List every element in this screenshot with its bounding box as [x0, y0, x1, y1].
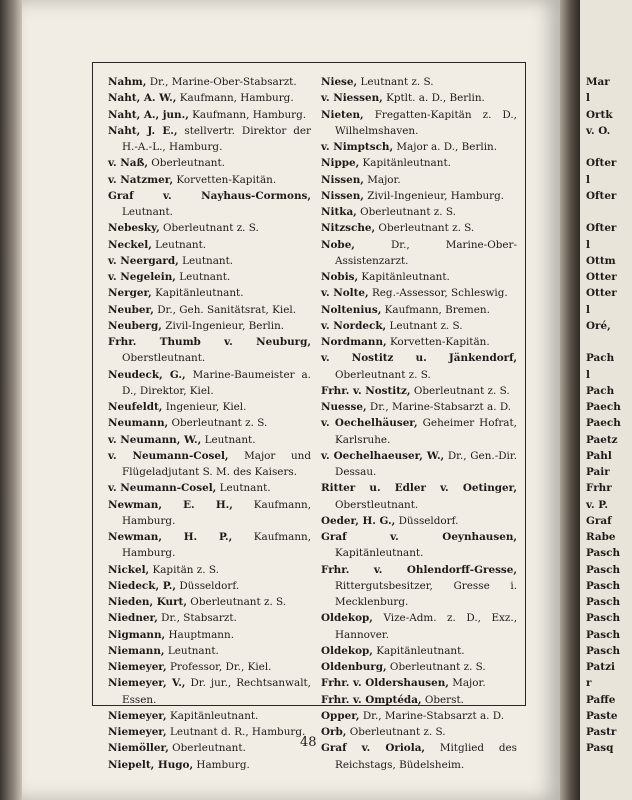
- entry-detail: Oberleutnant.: [151, 157, 225, 170]
- entry-name: Niemeyer,: [108, 661, 167, 673]
- directory-entry: [108, 627, 311, 643]
- next-page-fragment: Otter: [586, 271, 617, 283]
- entry-detail: Oberleutnant z. S.: [360, 206, 456, 218]
- entry-name: v. Naß,: [108, 157, 148, 170]
- next-page-fragment: l: [586, 303, 590, 316]
- directory-entry: [108, 285, 311, 301]
- entry-name: v. Neumann, W.,: [108, 433, 202, 446]
- entry-name: Neudeck, G.,: [108, 368, 186, 381]
- entry-name: v. Negelein,: [108, 271, 176, 283]
- entry-detail: Kaufmann, Hamburg.: [179, 92, 294, 105]
- entry-name: Neufeldt,: [108, 401, 163, 413]
- directory-entry: [108, 302, 311, 318]
- entry-detail: Kaufmann, Hamburg.: [192, 108, 307, 121]
- directory-entry: [321, 562, 517, 611]
- directory-entry: [321, 220, 517, 236]
- next-page-fragment: Paffe: [586, 693, 616, 706]
- next-page-fragment: [586, 139, 621, 155]
- directory-entry: [321, 610, 517, 643]
- entry-name: Naht, A., jun.,: [108, 108, 189, 121]
- next-page-fragment: Pach: [586, 352, 615, 365]
- entry-name: Oeder, H. G.,: [321, 514, 396, 527]
- next-page-fragment: Paech: [586, 417, 621, 430]
- directory-entry: [321, 383, 517, 399]
- entry-name: Nuesse,: [321, 401, 367, 413]
- next-page-fragment: Pasch: [586, 596, 620, 608]
- entry-detail: Oberleutnant z. S.: [335, 368, 431, 381]
- next-page-fragment: Ottm: [586, 254, 616, 267]
- entry-name: Niemeyer, V.,: [108, 677, 186, 690]
- directory-entry: [108, 578, 311, 594]
- next-page-fragment: Pasch: [586, 579, 620, 592]
- right-column: [321, 74, 517, 773]
- directory-entry: [321, 399, 517, 415]
- next-page-fragment: l: [586, 368, 590, 381]
- next-page-fragment: Patzi: [586, 661, 615, 673]
- entry-detail: Kptlt. a. D., Berlin.: [386, 92, 485, 105]
- entry-name: Oldekop,: [321, 612, 373, 625]
- directory-entry: [321, 350, 517, 383]
- entry-name: Nippe,: [321, 157, 360, 170]
- next-page-fragment: Ofter: [586, 189, 617, 202]
- entry-detail: Kapitänleutnant.: [376, 644, 465, 657]
- next-page-fragment: [586, 204, 621, 220]
- entry-name: Newman, E. H.,: [108, 498, 233, 511]
- entry-name: Opper,: [321, 709, 360, 722]
- entry-detail: Leutnant.: [182, 254, 234, 267]
- entry-detail: Major.: [367, 173, 401, 186]
- entry-name: Niepelt, Hugo,: [108, 758, 194, 771]
- next-page-fragment: Ofter: [586, 157, 617, 170]
- entry-detail: Dr., Geh. Sanitätsrat, Kiel.: [157, 303, 297, 316]
- entry-name: Naht, A. W.,: [108, 92, 177, 105]
- entry-detail: Kapitänleutnant.: [335, 547, 424, 560]
- directory-entry: [321, 318, 517, 334]
- entry-name: Nissen,: [321, 189, 364, 202]
- entry-name: v. Nimptsch,: [321, 141, 394, 153]
- entry-detail: Dr., Gen.-Dir. Dessau.: [335, 449, 517, 478]
- entry-name: v. Nordeck,: [321, 319, 387, 332]
- directory-entry: [108, 659, 311, 675]
- entry-name: Nordmann,: [321, 336, 387, 348]
- directory-entry: [108, 724, 311, 740]
- entry-detail: Kapitänleutnant.: [361, 271, 450, 283]
- entry-name: Frhr. v. Oldershausen,: [321, 677, 449, 690]
- entry-name: v. Oechelhäuser,: [321, 417, 418, 430]
- entry-detail: Kapitänleutnant.: [362, 157, 451, 170]
- entry-name: v. Neumann-Cosel,: [108, 449, 229, 462]
- directory-entry: [108, 90, 311, 106]
- entry-detail: Leutnant.: [204, 433, 256, 446]
- entry-detail: Vize-Adm. z. D., Exz., Hannover.: [335, 612, 517, 641]
- entry-detail: Düsseldorf.: [398, 514, 459, 527]
- directory-entry: [108, 740, 311, 756]
- book-gutter: [560, 0, 580, 800]
- entry-name: v. Oechelhaeuser, W.,: [321, 449, 445, 462]
- entry-name: v. Nolte,: [321, 287, 369, 300]
- entry-name: v. Neergard,: [108, 254, 179, 267]
- entry-detail: Major und Flügeladjutant S. M. des Kaisers.: [122, 449, 311, 478]
- entry-name: v. Nostitz u. Jänkendorf,: [321, 352, 517, 365]
- entry-name: Niemann,: [108, 644, 165, 657]
- directory-entry: [321, 675, 517, 691]
- entry-name: Orb,: [321, 726, 347, 738]
- directory-entry: [108, 675, 311, 708]
- entry-detail: Oberleutnant z. S.: [190, 596, 287, 608]
- entry-name: Nitka,: [321, 206, 357, 218]
- entry-detail: Korvetten-Kapitän.: [389, 336, 490, 348]
- entry-name: Neumann,: [108, 417, 169, 430]
- entry-name: Frhr. v. Omptéda,: [321, 693, 422, 706]
- entry-name: Newman, H. P.,: [108, 531, 233, 543]
- entry-detail: Kaufmann, Hamburg.: [122, 531, 312, 560]
- directory-entry: [108, 643, 311, 659]
- directory-entry: [321, 302, 517, 318]
- entry-detail: Oberleutnant.: [172, 742, 246, 755]
- entry-detail: Oberleutnant z. S.: [163, 222, 259, 235]
- entry-name: Graf v. Oriola,: [321, 742, 426, 755]
- next-page-fragments: [586, 74, 621, 757]
- next-page-fragment: Paech: [586, 401, 621, 413]
- entry-detail: Düsseldorf.: [179, 579, 240, 592]
- next-page-fragment: r: [586, 677, 592, 690]
- entry-name: Niedeck, P.,: [108, 579, 177, 592]
- left-column: [108, 74, 311, 773]
- entry-detail: Fregatten-Kapitän z. D., Wilhelmshaven.: [335, 108, 517, 137]
- directory-entry: [108, 480, 311, 496]
- entry-name: Nobis,: [321, 271, 359, 283]
- entry-detail: Kapitän z. S.: [152, 563, 219, 576]
- entry-detail: Oberleutnant z. S.: [389, 661, 486, 673]
- entry-name: Frhr. v. Ohlendorff-Gresse,: [321, 563, 517, 576]
- directory-entry: [108, 318, 311, 334]
- next-page-fragment: Pasch: [586, 644, 620, 657]
- directory-entry: [108, 188, 311, 221]
- entry-detail: Dr., Marine-Ober-Stabsarzt.: [149, 76, 297, 88]
- directory-entry: [108, 448, 311, 481]
- entry-name: Ritter u. Edler v. Oetinger,: [321, 482, 517, 495]
- next-page-fragment: l: [586, 92, 590, 105]
- directory-entry: [321, 155, 517, 171]
- directory-entry: [108, 155, 311, 171]
- next-page-fragment: Pach: [586, 384, 615, 397]
- entry-name: Nebesky,: [108, 222, 160, 235]
- directory-entry: [321, 107, 517, 140]
- entry-name: Niese,: [321, 76, 358, 88]
- directory-entry: [108, 220, 311, 236]
- entry-name: Nieden, Kurt,: [108, 596, 187, 608]
- entry-detail: Hamburg.: [196, 758, 250, 771]
- directory-entry: [108, 757, 311, 773]
- directory-entry: [321, 90, 517, 106]
- directory-entry: [108, 562, 311, 578]
- entry-detail: Dr. jur., Rechtsanwalt, Essen.: [122, 677, 311, 706]
- entry-detail: Zivil-Ingenieur, Hamburg.: [367, 189, 505, 202]
- entry-detail: Kapitänleutnant.: [169, 709, 259, 722]
- directory-entry: [321, 269, 517, 285]
- directory-entry: [321, 724, 517, 740]
- entry-detail: Korvetten-Kapitän.: [176, 173, 277, 186]
- entry-name: Niemeyer,: [108, 726, 167, 738]
- entry-detail: Reg.-Assessor, Schleswig.: [371, 287, 508, 300]
- entry-name: Nigmann,: [108, 628, 166, 641]
- directory-entry: [321, 529, 517, 562]
- directory-entry: [321, 188, 517, 204]
- entry-detail: Professor, Dr., Kiel.: [169, 661, 272, 673]
- entry-detail: Leutnant z. S.: [360, 76, 434, 88]
- next-page-fragment: Oré,: [586, 319, 611, 332]
- entry-name: Niemeyer,: [108, 709, 167, 722]
- directory-entry: [108, 172, 311, 188]
- directory-entry: [321, 659, 517, 675]
- entry-name: Graf v. Oeynhausen,: [321, 531, 517, 543]
- entry-name: Oldenburg,: [321, 661, 387, 673]
- next-page-fragment: Rabe: [586, 531, 616, 543]
- directory-entry: [321, 448, 517, 481]
- entry-detail: Kaufmann, Hamburg.: [122, 498, 312, 527]
- entry-detail: Rittergutsbesitzer, Gresse i. Mecklenburg.: [335, 579, 517, 608]
- entry-detail: Leutnant z. S.: [389, 319, 463, 332]
- entry-detail: Leutnant.: [219, 482, 271, 495]
- next-page-fragment: l: [586, 238, 590, 251]
- directory-entry: [321, 204, 517, 220]
- entry-detail: Major a. D., Berlin.: [396, 141, 498, 153]
- entry-detail: Kaufmann, Bremen.: [384, 303, 490, 316]
- directory-entry: [321, 740, 517, 773]
- entry-detail: Dr., Marine-Stabsarzt a. D.: [362, 709, 505, 722]
- next-page-fragment: Paste: [586, 709, 618, 722]
- directory-entry: [108, 708, 311, 724]
- entry-detail: Leutnant.: [167, 644, 219, 657]
- entry-name: Frhr. v. Nostitz,: [321, 384, 411, 397]
- entry-name: Neckel,: [108, 238, 152, 251]
- entry-name: Graf v. Nayhaus-Cormons,: [108, 189, 311, 202]
- directory-entry: [108, 399, 311, 415]
- directory-entry: [108, 432, 311, 448]
- directory-entry: [321, 643, 517, 659]
- entry-name: Niedner,: [108, 612, 158, 625]
- directory-entry: [108, 334, 311, 367]
- entry-detail: stellvertr. Direktor der H.-A.-L., Hamburg.: [122, 124, 311, 153]
- directory-entry: [321, 480, 517, 513]
- entry-detail: Ingenieur, Kiel.: [165, 401, 247, 413]
- next-page-fragment: Frhr: [586, 482, 612, 495]
- next-page-fragment: Pair: [586, 466, 610, 478]
- entry-detail: Oberleutnant z. S.: [171, 417, 268, 430]
- directory-entry: [321, 139, 517, 155]
- next-page-fragment: Pasch: [586, 563, 620, 576]
- next-page-fragment: Pastr: [586, 726, 617, 738]
- directory-entry: [108, 415, 311, 431]
- entry-name: Nissen,: [321, 173, 364, 186]
- entry-name: Nobe,: [321, 238, 355, 251]
- directory-entry: [108, 269, 311, 285]
- next-page-fragment: Ofter: [586, 222, 617, 235]
- next-page-fragment: [586, 334, 621, 350]
- entry-detail: Geheimer Hofrat, Karlsruhe.: [335, 417, 517, 446]
- directory-entry: [321, 415, 517, 448]
- entry-name: Nieten,: [321, 108, 364, 121]
- entry-detail: Marine-Baumeister a. D., Direktor, Kiel.: [122, 368, 311, 397]
- next-page-fragment: Mar: [586, 76, 610, 88]
- next-page-fragment: Otter: [586, 287, 617, 300]
- entry-name: Neuberg,: [108, 319, 162, 332]
- directory-entry: [108, 367, 311, 400]
- entry-detail: Dr., Stabsarzt.: [161, 612, 237, 625]
- entry-detail: Dr., Marine-Ober-Assistenzarzt.: [335, 238, 517, 267]
- entry-detail: Mitglied des Reichstags, Büdelsheim.: [335, 742, 517, 771]
- directory-entry: [321, 513, 517, 529]
- entry-detail: Hauptmann.: [168, 628, 234, 641]
- entry-name: Nahm,: [108, 76, 147, 88]
- entry-name: v. Neumann-Cosel,: [108, 482, 217, 495]
- entry-detail: Oberleutnant z. S.: [413, 384, 510, 397]
- entry-detail: Oberst.: [424, 693, 464, 706]
- entry-detail: Dr., Marine-Stabsarzt a. D.: [369, 401, 512, 413]
- entry-name: Nitzsche,: [321, 222, 376, 235]
- directory-entry: [321, 692, 517, 708]
- directory-entry: [108, 123, 311, 156]
- entry-detail: Kapitänleutnant.: [155, 287, 244, 300]
- next-page-edge: [580, 0, 632, 800]
- directory-entry: [321, 334, 517, 350]
- directory-entry: [108, 237, 311, 253]
- next-page-fragment: Graf: [586, 514, 612, 527]
- next-page-fragment: Pasq: [586, 742, 614, 755]
- entry-name: Niemöller,: [108, 742, 169, 755]
- next-page-fragment: v. P.: [586, 498, 608, 511]
- entry-detail: Leutnant.: [155, 238, 207, 251]
- next-page-fragment: l: [586, 173, 590, 186]
- entry-name: Noltenius,: [321, 303, 382, 316]
- entry-name: Nerger,: [108, 287, 152, 300]
- entry-detail: Major.: [452, 677, 486, 690]
- entry-detail: Oberstleutnant.: [122, 352, 206, 365]
- entry-detail: Leutnant.: [179, 271, 231, 283]
- next-page-fragment: Pasch: [586, 628, 620, 641]
- entry-name: Nickel,: [108, 563, 150, 576]
- entry-name: Frhr. Thumb v. Neuburg,: [108, 336, 311, 348]
- entry-name: Naht, J. E.,: [108, 124, 178, 137]
- entry-name: v. Niessen,: [321, 92, 383, 105]
- directory-entry: [108, 74, 311, 90]
- next-page-fragment: Pahl: [586, 449, 612, 462]
- directory-entry: [321, 285, 517, 301]
- next-page-fragment: Pasch: [586, 547, 620, 560]
- book-left-edge: [0, 0, 22, 800]
- directory-entry: [108, 594, 311, 610]
- next-page-fragment: v. O.: [586, 124, 611, 137]
- entry-detail: Zivil-Ingenieur, Berlin.: [165, 319, 285, 332]
- entry-name: Oldekop,: [321, 644, 373, 657]
- directory-entry: [321, 708, 517, 724]
- next-page-fragment: Paetz: [586, 433, 618, 446]
- next-page-fragment: Ortk: [586, 108, 613, 121]
- entry-detail: Leutnant.: [122, 206, 173, 218]
- entry-name: v. Natzmer,: [108, 173, 174, 186]
- entry-detail: Oberleutnant z. S.: [378, 222, 475, 235]
- directory-entry: [108, 529, 311, 562]
- entry-detail: Oberstleutnant.: [335, 498, 419, 511]
- directory-entry: [108, 253, 311, 269]
- directory-entry: [321, 237, 517, 270]
- directory-entry: [108, 610, 311, 626]
- directory-entry: [108, 107, 311, 123]
- directory-entry: [321, 74, 517, 90]
- entry-detail: Leutnant d. R., Hamburg.: [169, 726, 306, 738]
- directory-entry: [321, 172, 517, 188]
- entry-detail: Oberleutnant z. S.: [349, 726, 446, 738]
- page-number: 48: [300, 735, 317, 750]
- next-page-fragment: Pasch: [586, 612, 620, 625]
- directory-entry: [108, 497, 311, 530]
- entry-name: Neuber,: [108, 303, 154, 316]
